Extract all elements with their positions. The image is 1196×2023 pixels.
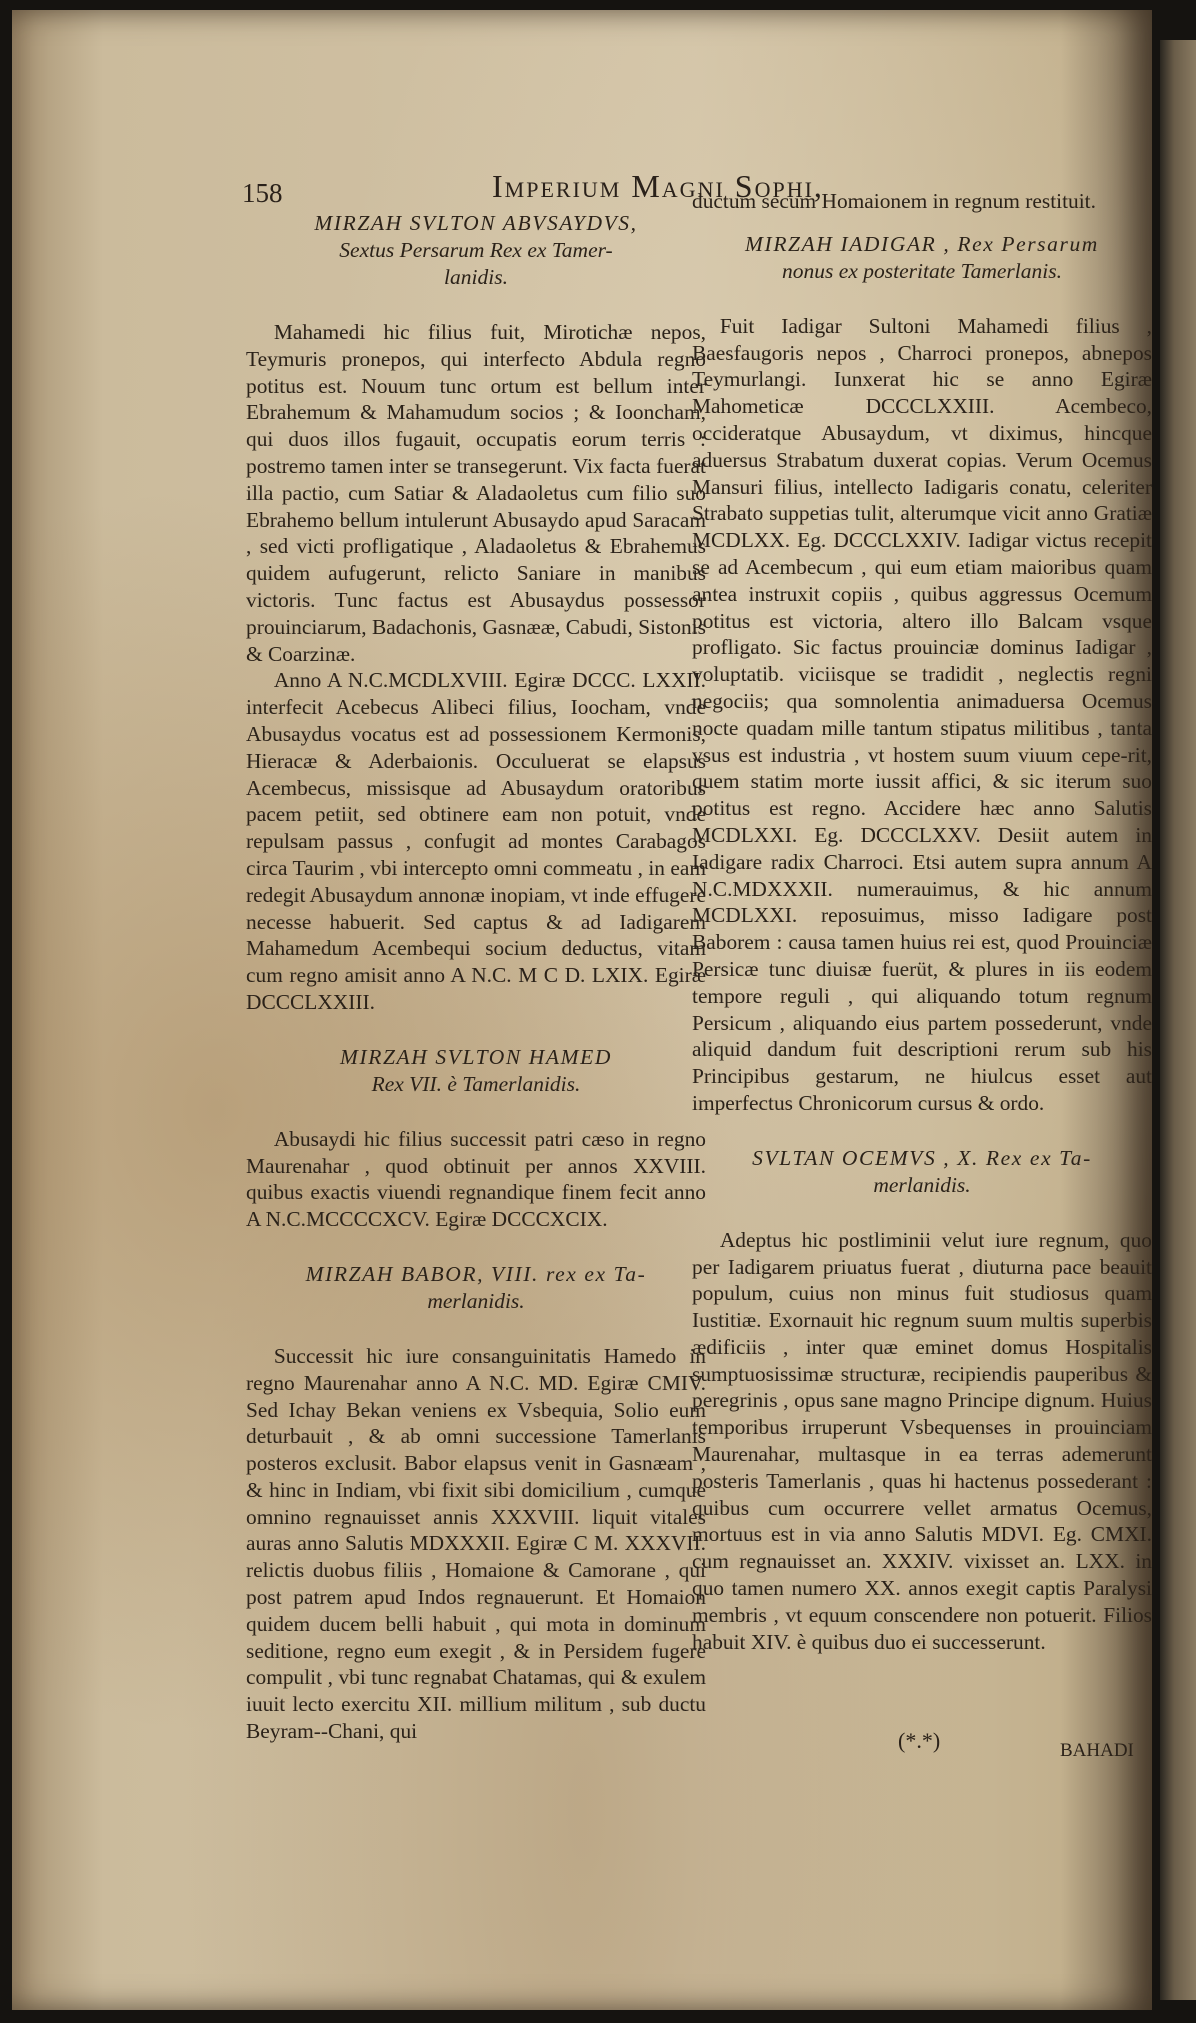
catchword: BAHADI	[1060, 1740, 1134, 1761]
section-heading-babor: MIRZAH BABOR, VIII. rex ex Ta- merlanidis.	[305, 1261, 647, 1313]
paragraph: Adeptus hic postliminii velut iure regnum, quo per Iadigarem priuatus fuerat , diuturna pace beauit populum, cuius non minus fuit studiosus quam Iustitiæ. Exornauit hic regnum suum multis superbis ædificiis , inter quæ eminet domus Hospitalis sumptuosissimæ structuræ, recipiendis pauperibus & peregrinis , opus sane magno Principe dignum. Huius temporibus irruperunt Vsbequenses in prouinciam Maurenahar, multasque in ea terras ademerunt posteris Tamerlanis , quas hi hactenus possederant : quibus cum occurrere vellet armatus Ocemus, mortuus est in via anno Salutis MDVI. Eg. CMXI. cum regnauisset an. XXXIV. vixisset an. LXX. in quo tamen numero XX. annos exegit captis Paralysi membris , vt equum conscendere non potuerit. Filios habuit XIV. è quibus duo ei successerunt.	[692, 1227, 1152, 1654]
paragraph: Successit hic iure consanguinitatis Hamedo in regno Maurenahar anno A N.C. MD. Egiræ CMIV. Sed Ichay Bekan veniens ex Vsbequia, Solio eum deturbauit , & ab omni successione Tamerlanis posteros exclusit. Babor elapsus venit in Gasnæam , & hinc in Indiam, vbi fixit sibi domicilium , cumque omnino regnauisset annis XXXVIII. liquit vitales auras anno Salutis MDXXXII. Egiræ C M. XXXVII. relictis duobus filiis , Homaione & Camorane , qui post patrem apud Indos regnauerunt. Et Homaion quidem ducem belli habuit , qui mota in dominum seditione, regno eum exegit , & in Persidem fugere compulit , vbi tunc regnabat Chatamas, qui & exulem iuuit lecto exercitu XII. millium militum , sub ductu Beyram--Chani, qui	[246, 1343, 706, 1744]
signature-mark: (*.*)	[898, 1728, 941, 1753]
book-page	[12, 10, 1152, 2010]
section-heading-abusaydus: MIRZAH SVLTON ABVSAYDVS, Sextus Persarum Rex ex Tamer- lanidis.	[314, 211, 638, 289]
running-title: Imperium Magni Sophi,	[492, 168, 824, 204]
section-heading-iadigar: MIRZAH IADIGAR , Rex Persarum nonus ex posteritate Tamerlanis.	[745, 231, 1099, 283]
facing-page-edge	[1160, 40, 1196, 2000]
paragraph: Abusaydi hic filius successit patri cæso in regno Maurenahar , quod obtinuit per annos XXVIII. quibus exactis viuendi regnandique finem fecit anno A N.C.MCCCCXCV. Egiræ DCCCXCIX.	[246, 1126, 706, 1232]
carry-over-text: ductum secum Homaionem in regnum restituit.	[692, 189, 1096, 213]
paragraph: Anno A N.C.MCDLXVIII. Egiræ DCCC. LXXII. interfecit Acebecus Alibeci filius, Ioocham, vnde Abusaydus vocatus est ad possessionem Kermonis, Hieracæ & Aderbaionis. Occuluerat se elapsus Acembecus, missisque ad Abusaydum oratoribus pacem petiit, sed obtinere eam non potuit, vnde repulsam passus , confugit ad montes Carabagos circa Taurim , vbi intercepto omni commeatu , in eam redegit Abusaydum annonæ inopiam, vt inde effugere necesse habuerit. Sed captus & ad Iadigarem Mahamedum Acembequi socium deductus, vitam cum regno amisit anno A N.C. M C D. LXIX. Egiræ DCCCLXXIII.	[246, 668, 706, 1014]
paragraph: Mahamedi hic filius fuit, Mirotichæ nepos, Teymuris pronepos, qui interfecto Abdula regno potitus est. Nouum tunc ortum est bellum inter Ebrahemum & Mahamudum socios ; & Iooncham, qui duos illos fugauit, occupatis eorum terris : postremo tamen inter se transegerunt. Vix facta fuerat illa pactio, cum Satiar & Aladaoletus cum filio suo Ebrahemo bellum intulerunt Abusaydo apud Saracam , sed victi profligatique , Aladaoletus & Ebrahemus quidem aufugerunt, relicto Saniare in manibus victoris. Tunc factus est Abusaydus possessor prouinciarum, Badachonis, Gasnææ, Cabudi, Sistonis & Coarzinæ.	[246, 320, 706, 666]
right-column	[692, 188, 1152, 1655]
page-number: 158	[242, 178, 283, 208]
left-column	[246, 210, 706, 1745]
paragraph: Fuit Iadigar Sultoni Mahamedi filius , Baesfaugoris nepos , Charroci pronepos, abnepos Teymurlangi. Iunxerat hic se anno Egiræ Mahometicæ DCCCLXXIII. Acembeco, occideratque Abusaydum, vt diximus, hincque aduersus Strabatum duxerat copias. Verum Ocemus Mansuri filius, intellecto Iadigaris conatu, celeriter Strabato suppetias tulit, alterumque vicit anno Gratiæ MCDLXX. Eg. DCCCLXXIV. Iadigar victus recepit se ad Acembecum , qui eum etiam maioribus quam antea instruxit copiis , quibus aggressus Ocemum potitus est victoria, altero illo Balcam vsque profligato. Sic factus prouinciæ dominus Iadigar , voluptatib. viciisque se tradidit , neglectis regni negociis; qua somnolentia animaduersa Ocemus nocte quadam mille tantum stipatus militibus , tanta vsus est industria , vt hostem suum viuum cepe-rit, quem statim morte iussit affici, & sic iterum suo potitus est regno. Accidere hæc anno Salutis MCDLXXI. Eg. DCCCLXXV. Desiit autem in Iadigare radix Charroci. Etsi autem supra annum A N.C.MDXXXII. numerauimus, & hic annum MCDLXXI. reposuimus, misso Iadigare post Baborem : causa tamen huius rei est, quod Prouinciæ Persicæ tunc diuisæ fuerüt, & plures in iis eodem tempore reguli , qui aliquando totum regnum Persicum , aliquando eius partem possederunt, vnde aliquid dandum fuit descriptioni rerum sub his Principibus gestarum, ne hiulcus esset aut imperfectus Chronicorum cursus & ordo.	[692, 313, 1152, 1115]
section-heading-hamed: MIRZAH SVLTON HAMED Rex VII. è Tamerlanidis.	[339, 1044, 613, 1096]
section-heading-ocemus: SVLTAN OCEMVS , X. Rex ex Ta- merlanidis.	[752, 1145, 1092, 1197]
